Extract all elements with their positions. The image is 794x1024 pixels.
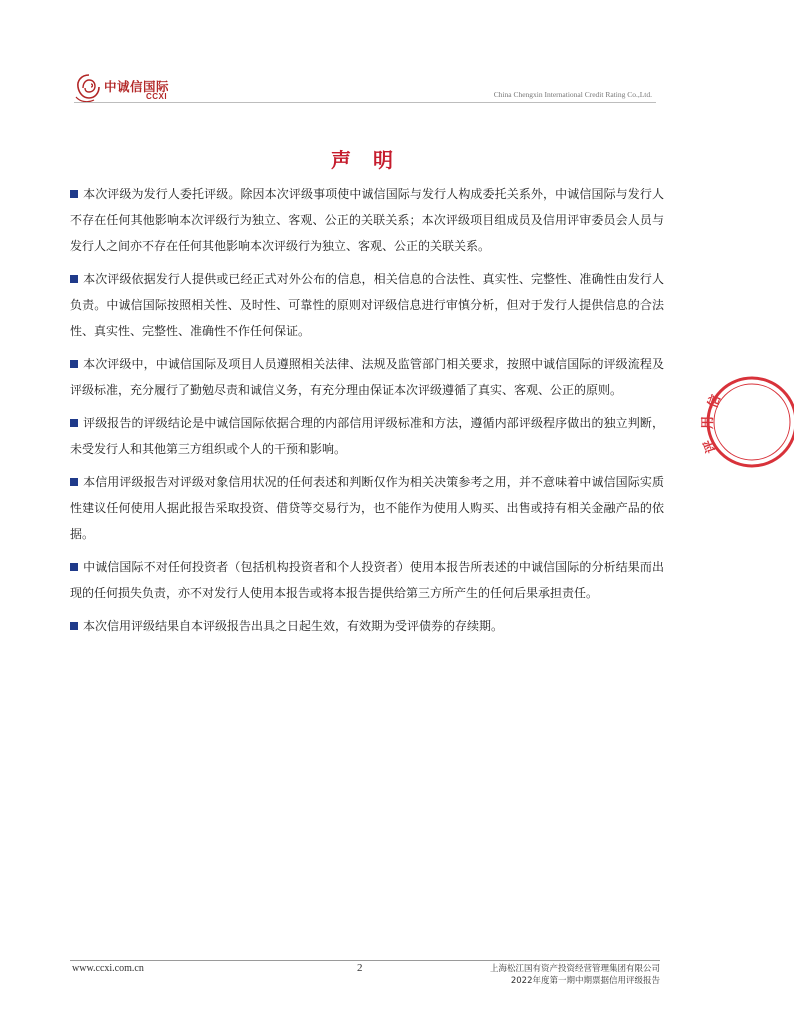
statement-item — [70, 469, 664, 547]
square-bullet-icon — [70, 622, 78, 630]
page-title: 声明 — [331, 148, 415, 172]
square-bullet-icon — [70, 360, 78, 368]
statement-text: 评级报告的评级结论是中诚信国际依据合理的内部信用评级标准和方法，遵循内部评级程序做出的独立判断，未受发行人和其他第三方组织或个人的干预和影响。 — [70, 416, 664, 456]
logo-english-abbr: CCXI — [146, 92, 168, 101]
statement-text: 中诚信国际不对任何投资者（包括机构投资者和个人投资者）使用本报告所表述的中诚信国际的分析结果而出现的任何损失负责，亦不对发行人使用本报告或将本报告提供给第三方所产生的任何后果承担责任。 — [70, 560, 664, 600]
statement-text: 本次评级依据发行人提供或已经正式对外公布的信息，相关信息的合法性、真实性、完整性、准确性由发行人负责。中诚信国际按照相关性、及时性、可靠性的原则对评级信息进行审慎分析，但对于发行人提供信息的合法性、真实性、完整性、准确性不作任何保证。 — [70, 272, 664, 338]
footer-report-info — [490, 963, 660, 987]
statement-item — [70, 181, 664, 259]
square-bullet-icon — [70, 190, 78, 198]
svg-text:评: 评 — [701, 437, 720, 455]
ccxi-logo-icon — [74, 72, 104, 104]
footer-divider — [70, 960, 660, 961]
footer-issuer-name: 上海松江国有资产投资经营管理集团有限公司 — [489, 964, 660, 974]
footer-report-title: 2022年度第一期中期票据信用评级报告 — [510, 976, 660, 986]
svg-text:信: 信 — [705, 393, 725, 411]
statement-list — [70, 181, 664, 646]
statement-text: 本信用评级报告对评级对象信用状况的任何表述和判断仅作为相关决策参考之用，并不意味着中诚信国际实质性建议任何使用人据此报告采取投资、借贷等交易行为，也不能作为使用人购买、出售或持有相关金融产品的依据。 — [70, 475, 664, 541]
statement-item — [70, 554, 664, 606]
svg-text:用: 用 — [701, 415, 716, 429]
statement-text: 本次评级中，中诚信国际及项目人员遵照相关法律、法规及监管部门相关要求，按照中诚信国际的评级流程及评级标准，充分履行了勤勉尽责和诚信义务，有充分理由保证本次评级遵循了真实、客观、公正的原则。 — [70, 357, 664, 397]
statement-item — [70, 613, 664, 639]
statement-item — [70, 351, 664, 403]
statement-text: 本次信用评级结果自本评级报告出具之日起生效，有效期为受评债券的存续期。 — [83, 619, 504, 633]
red-stamp-seal — [701, 367, 794, 487]
ccxi-logo — [74, 72, 184, 106]
statement-text: 本次评级为发行人委托评级。除因本次评级事项使中诚信国际与发行人构成委托关系外，中诚信国际与发行人不存在任何其他影响本次评级行为独立、客观、公正的关联关系；本次评级项目组成员及信用评审委员会人员与发行人之间亦不存在任何其他影响本次评级行为独立、客观、公正的关联关系。 — [70, 187, 664, 253]
header-divider — [74, 102, 656, 103]
square-bullet-icon — [70, 419, 78, 427]
square-bullet-icon — [70, 563, 78, 571]
square-bullet-icon — [70, 275, 78, 283]
statement-item — [70, 266, 664, 344]
header-company-name: China Chengxin International Credit Rating Co.,Ltd. — [493, 90, 652, 99]
logo-chinese-name: 中诚信国际 — [104, 79, 170, 94]
square-bullet-icon — [70, 478, 78, 486]
statement-item — [70, 410, 664, 462]
page-number: 2 — [357, 962, 363, 974]
footer-website-link[interactable]: www.ccxi.com.cn — [72, 963, 144, 974]
